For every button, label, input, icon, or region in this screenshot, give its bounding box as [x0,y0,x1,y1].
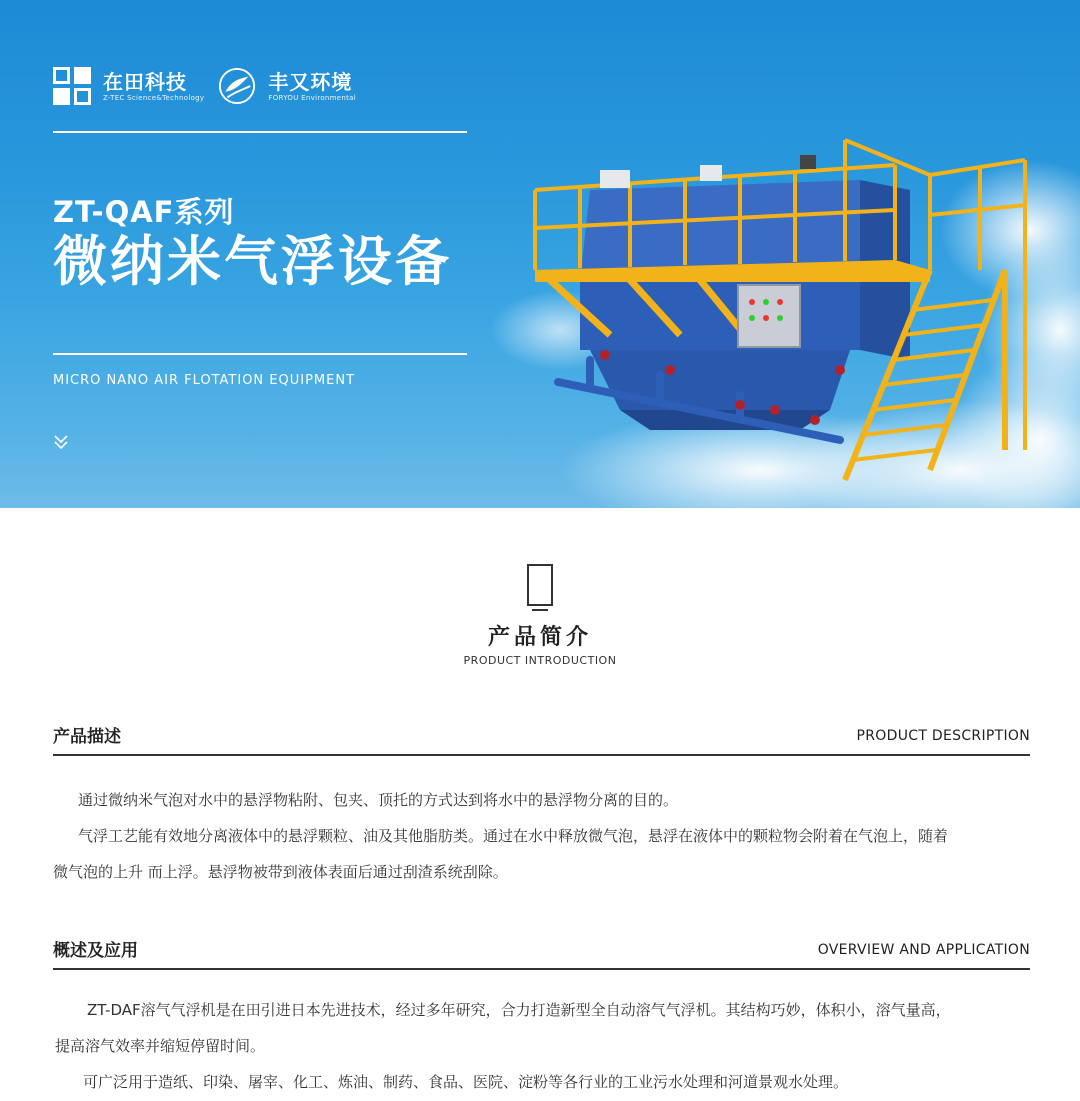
zaitian-name-en: Z-TEC Science&Technology [103,93,205,102]
overview-paragraph-1-line-1: ZT-DAF溶气气浮机是在田引进日本先进技术，经过多年研究，合力打造新型全自动溶气气浮机。其结构巧妙，体积小，溶气量高， [87,1001,951,1019]
overview-title-cn: 概述及应用 [53,941,138,961]
overview-paragraph-1-line-2: 提高溶气效率并缩短停留时间。 [55,1037,266,1055]
zaitian-logo-text [103,70,204,103]
description-paragraph-2-line-1: 气浮工艺能有效地分离液体中的悬浮颗粒、油及其他脂肪类。通过在水中释放微气泡，悬浮在液体中的颗粒物会附着在气泡上，随着 [78,827,949,845]
fengyou-logo-icon [218,67,256,105]
product-title-en: MICRO NANO AIR FLOTATION EQUIPMENT [53,373,356,388]
section-title: 产品简介 [487,625,592,650]
fengyou-logo-text [268,70,356,103]
hero-divider-bottom [53,353,467,355]
brand-logos [53,66,356,106]
description-body [53,782,1030,890]
overview-header [53,936,1030,970]
description-paragraph-2-line-2: 微气泡的上升 而上浮。悬浮物被带到液体表面后通过刮渣系统刮除。 [53,863,508,881]
section-icon [527,564,553,606]
description-header [53,722,1030,756]
product-series: ZT-QAF系列 [53,195,235,229]
description-title-en: PRODUCT DESCRIPTION [856,728,1030,744]
fengyou-name-cn: 丰又环境 [268,69,353,94]
overview-paragraph-2: 可广泛用于造纸、印染、屠宰、化工、炼油、制药、食品、医院、淀粉等各行业的工业污水处理和河道景观水处理。 [83,1073,849,1091]
overview-title-en: OVERVIEW AND APPLICATION [817,942,1030,958]
scroll-down-icon[interactable] [53,432,69,452]
description-title-cn: 产品描述 [53,727,121,747]
zaitian-logo-icon [53,67,91,105]
overview-body [53,992,1030,1100]
hero-divider-top [53,131,467,133]
hero-banner [0,0,1080,508]
product-title: 微纳米气浮设备 [53,230,452,293]
section-subtitle: PRODUCT INTRODUCTION [463,654,617,667]
air-flotation-equipment-image [500,120,1080,508]
description-paragraph-1: 通过微纳米气泡对水中的悬浮物粘附、包夹、顶托的方式达到将水中的悬浮物分离的目的。 [78,791,679,809]
zaitian-name-cn: 在田科技 [103,69,187,94]
fengyou-name-en: FORYOU Environmental [268,93,357,102]
